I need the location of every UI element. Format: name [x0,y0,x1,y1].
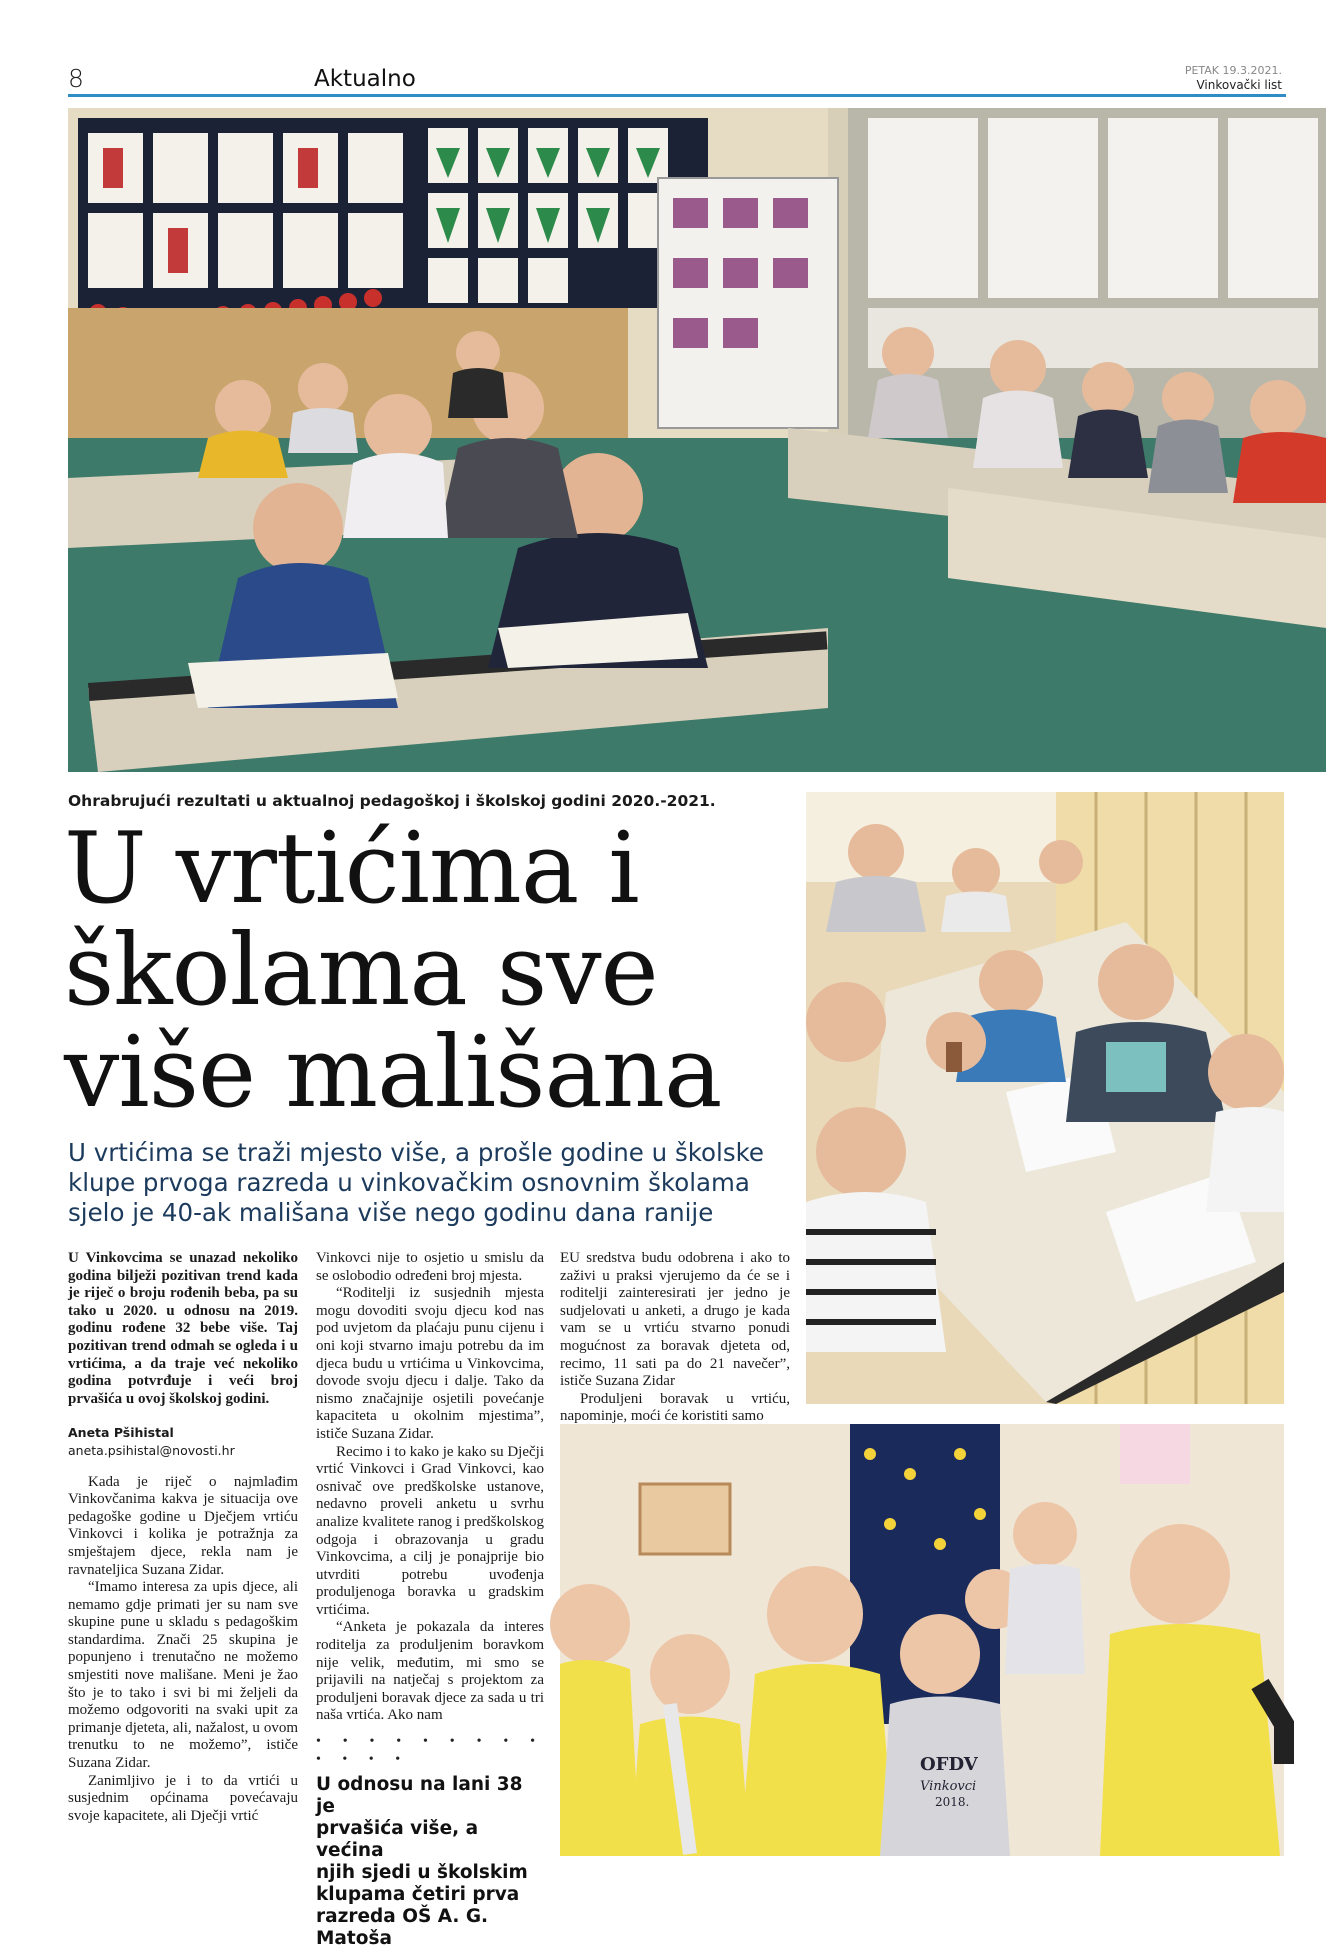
headline-line: više mališana [64,1016,722,1130]
article-paragraph: “Imamo interesa za upis djece, ali nemamo gdje primati jer su nam sve skupine pune u skladu s pedagoškim standardima. Znači 25 skupina je popunjeno i trenutačno ne možemo smjestiti nove mališane. Meni je žao što je to tako i svi bi mi željeli da možemo odgovoriti na svaki upit za primanje djeteta, ali, nažalost, u ovom trenutku to ne možemo”, ističe Suzana Zidar. [68,1579,298,1772]
article-paragraph: Zanimljivo je i to da vrtići u susjednim općinama povećavaju svoje kapacitete, ali Dječji vrtić [68,1772,298,1824]
pull-quote-line: razreda OŠ A. G. Matoša [316,1906,489,1950]
article-paragraph: Kada je riječ o najmlađim Vinkovčanima kakva je situacija ove pedagoške godine u Dječjem vrtiću Vinkovci i kolika je potražnja za smještajem djece, rekla nam je ravnateljica Suzana Zidar. [68,1473,298,1578]
newspaper-name: Vinkovački list [1196,78,1282,92]
kindergarten-kids-photo [560,1424,1284,1856]
headline-line: školama sve [64,914,658,1028]
article-paragraph: “Anketa je pokazala da interes roditelja za produljenim boravkom nije velik, međutim, mi smo se prijavili na natječaj s projektom za produljeni boravak djece za sada u tri naša vrtića. Ako nam [316,1619,544,1724]
header-rule [68,94,1286,97]
dek-line: klupe prvoga razreda u vinkovačkim osnovnim školama [68,1168,750,1197]
callout-dots: • • • • • • • • • • • • • [316,1734,544,1767]
kids-drawing-photo [806,792,1284,1404]
pull-quote [316,1774,544,1950]
pull-quote-line: prvašića više, a većina [316,1818,479,1862]
article-paragraph: Produljeni boravak u vrtiću, napominje, moći će koristiti samo [560,1390,790,1425]
article-paragraph: “Roditelji iz susjednih mjesta mogu dovoditi svoju djecu kod nas pod uvjetom da plaćaju punu cijenu i oni koji stvarno imaju potrebu da im djeca budu u vrtićima u Vinkovcima, dovode svoju djecu i dalje. Tako da nismo značajnije osjetili povećanje kapaciteta u okolnim mjestima”, ističe Suzana Zidar. [316,1285,544,1442]
article-column-1 [68,1250,298,1825]
shirt-year: 2018. [935,1795,970,1809]
article-lead: U Vinkovcima se unazad nekoliko godina bilježi pozitivan trend kada je riječ o broju rođenih beba, pa su tako u 2020. u odnosu na 2019. godinu rođene 32 bebe više. Taj pozitivan trend odmah se ogleda i u vrtićima, a da traje već nekoliko godina potvrđuje i veći broj prvašića u ovoj školskoj godini. [68,1250,298,1407]
author-name: Aneta Pšihistal [68,1425,174,1441]
classroom-photo [68,108,1326,772]
dek-line: sjelo je 40-ak mališana više nego godinu dana ranije [68,1198,714,1227]
article-paragraph: EU sredstva budu odobrena i ako to zaživi u praksi vjerujemo da će se i roditelji zainteresirati jer jedno je sudjelovati u anketi, a drugo je kada vam se u vrtiću stvarno ponudi mogućnost za boravak djeteta od, recimo, 11 sati pa do 21 navečer”, ističe Suzana Zidar [560,1250,790,1390]
article-column-2 [316,1250,544,1950]
pull-quote-line: klupama četiri prva [316,1884,520,1906]
article-column-3 [560,1250,790,1426]
article-paragraph: Recimo i to kako je kako su Dječji vrtić Vinkovci i Grad Vinkovci, kao osnivač ove predškolske ustanove, nedavno proveli anketu u svrhu analize kvalitete ranog i predškolskog odgoja i obrazovanja u gradu Vinkovcima, a cilj je ponajprije bio utvrditi potrebu uvođenja produljenoga boravka u gradskim vrtićima. [316,1443,544,1618]
dateline [1185,64,1282,92]
dek-line: U vrtićima se traži mjesto više, a prošle godine u školske [68,1138,764,1167]
pull-quote-line: njih sjedi u školskim [316,1862,528,1884]
pull-quote-line: U odnosu na lani 38 je [316,1774,523,1818]
author-email: aneta.psihistal@novosti.hr [68,1442,235,1458]
headline [64,812,784,1130]
article-paragraph: Vinkovci nije to osjetio u smislu da se oslobodio određeni broj mjesta. [316,1250,544,1284]
headline-line: U vrtićima i [64,812,639,926]
page-number: 8 [68,64,84,93]
issue-date: PETAK 19.3.2021. [1184,64,1282,77]
section-title: Aktualno [314,66,416,92]
kicker: Ohrabrujući rezultati u aktualnoj pedagoškoj i školskoj godini 2020.-2021. [68,792,716,810]
shirt-city: Vinkovci [920,1779,977,1794]
shirt-brand: OFDV [920,1754,978,1775]
subheadline [68,1138,788,1228]
